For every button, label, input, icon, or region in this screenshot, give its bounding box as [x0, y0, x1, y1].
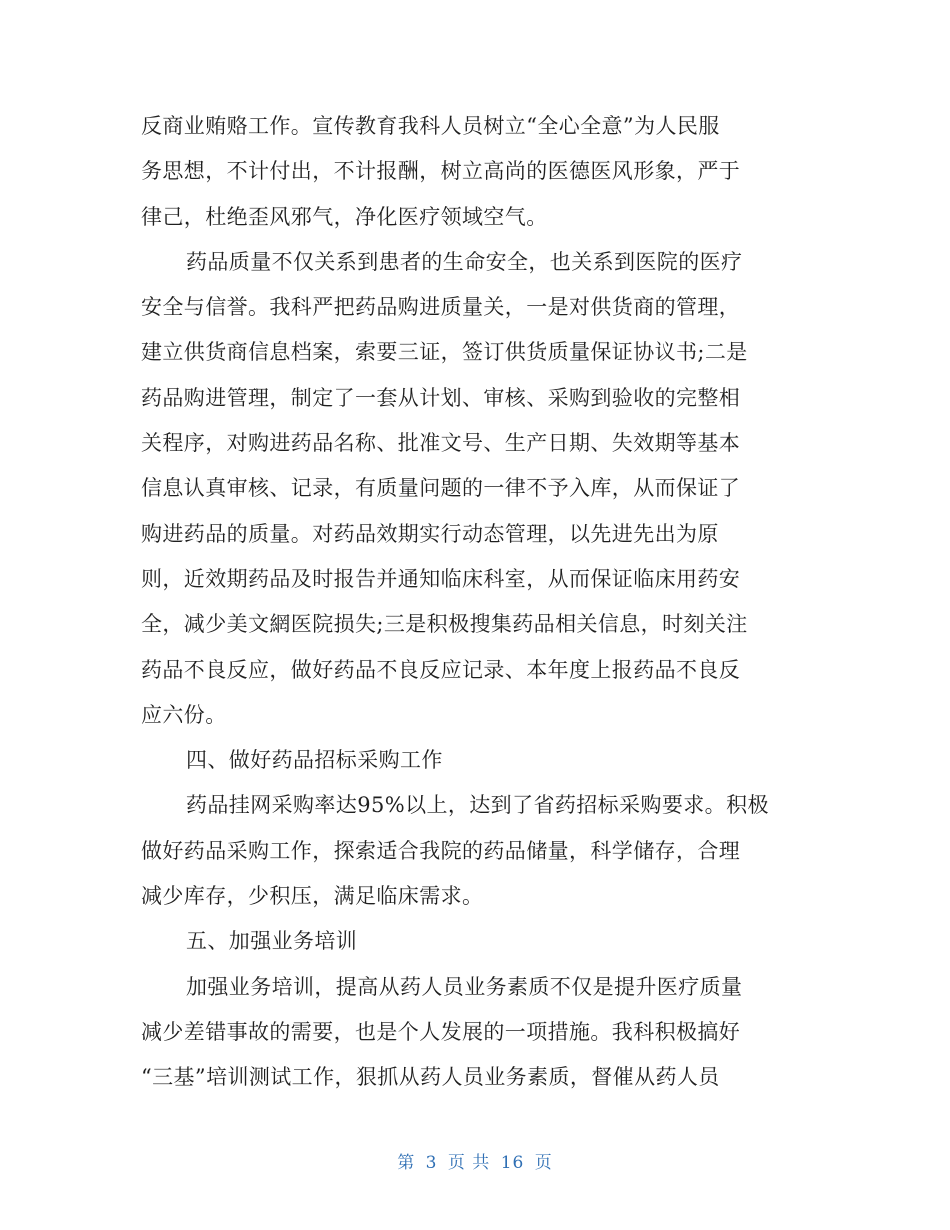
- footer-middle: 页 共: [447, 1153, 491, 1173]
- text-line: 减少库存，少积压，满足临床需求。: [141, 884, 484, 909]
- text-line: 信息认真审核、记录，有质量问题的一律不予入库，从而保证了: [141, 476, 741, 501]
- text-line: 减少差错事故的需要，也是个人发展的一项措施。我科积极搞好: [141, 1019, 741, 1044]
- text-line: 药品购进管理，制定了一套从计划、审核、采购到验收的完整相: [141, 385, 741, 410]
- text-line: 四、做好药品招标采购工作: [186, 748, 443, 773]
- document-body: [141, 104, 821, 1101]
- text-line: 药品质量不仅关系到患者的生命安全，也关系到医院的医疗: [186, 249, 743, 274]
- text-line: 全，减少美文網医院损失;三是积极搜集药品相关信息，时刻关注: [141, 612, 748, 637]
- text-line: 购进药品的质量。对药品效期实行动态管理，以先进先出为原: [141, 521, 719, 546]
- text-line: 加强业务培训，提高从药人员业务素质不仅是提升医疗质量: [186, 974, 743, 999]
- text-line: 务思想，不计付出，不计报酬，树立高尚的医德医风形象，严于: [141, 159, 741, 184]
- text-line: 律己，杜绝歪风邪气，净化医疗领域空气。: [141, 204, 548, 229]
- text-line: 安全与信誉。我科严把药品购进质量关，一是对供货商的管理，: [141, 295, 741, 320]
- text-line: 五、加强业务培训: [186, 929, 358, 954]
- total-pages-number: 16: [500, 1153, 525, 1173]
- text-line: “三基”培训测试工作，狠抓从药人员业务素质，督催从药人员: [141, 1065, 720, 1090]
- text-line: 反商业贿赂工作。宣传教育我科人员树立“全心全意”为人民服: [141, 114, 720, 138]
- text-line: 关程序，对购进药品名称、批准文号、生产日期、失效期等基本: [141, 431, 741, 456]
- text-line: 应六份。: [141, 702, 227, 727]
- current-page-number: 3: [425, 1153, 438, 1173]
- text-line: 做好药品采购工作，探索适合我院的药品储量，科学储存，合理: [141, 838, 741, 863]
- text-line: 则，近效期药品及时报告并通知临床科室，从而保证临床用药安: [141, 566, 741, 591]
- footer-suffix: 页: [534, 1153, 553, 1173]
- page-footer: [0, 1148, 950, 1173]
- text-line: 建立供货商信息档案，索要三证，签订供货质量保证协议书;二是: [141, 340, 748, 365]
- text-line: 药品不良反应，做好药品不良反应记录、本年度上报药品不良反: [141, 657, 741, 682]
- footer-prefix: 第: [397, 1153, 416, 1173]
- text-line: 药品挂网采购率达95%以上，达到了省药招标采购要求。积极: [186, 793, 769, 818]
